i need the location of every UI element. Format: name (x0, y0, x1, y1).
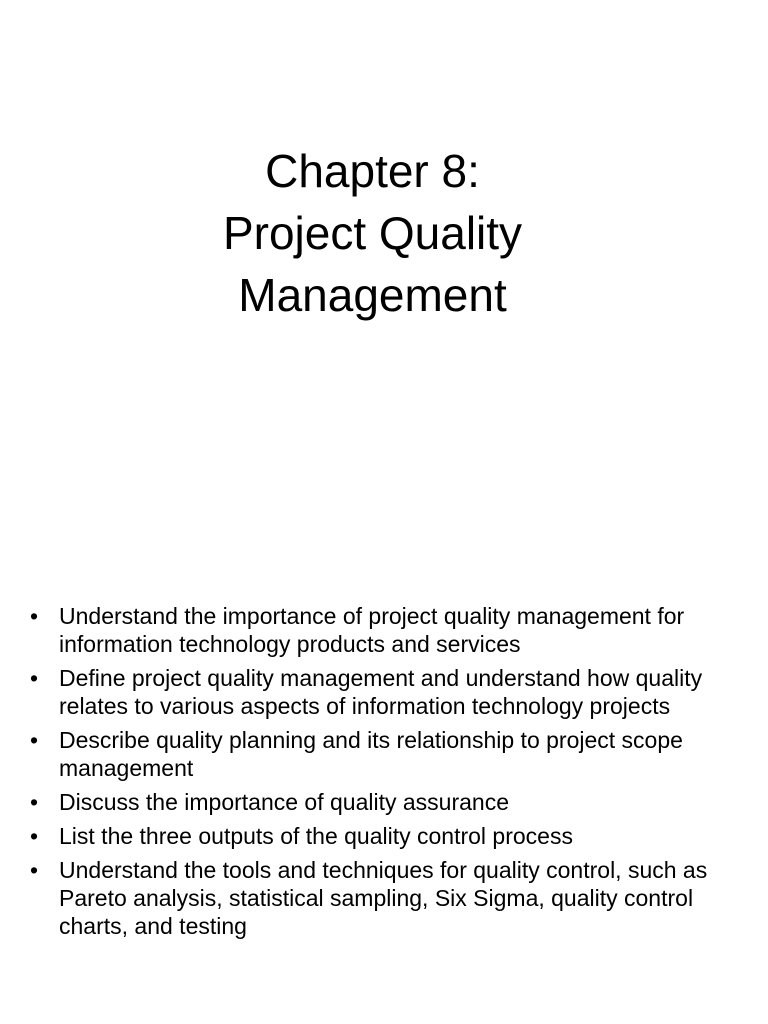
title-line-project-quality: Project Quality (222, 207, 523, 259)
list-item (28, 726, 748, 782)
objective-text: Define project quality management and understand how quality relates to various aspects of information technology projects (59, 665, 703, 719)
objectives-list (28, 602, 748, 946)
objective-text: Describe quality planning and its relationship to project scope management (59, 727, 683, 781)
slide-title (0, 140, 745, 326)
objective-text: List the three outputs of the quality control process (59, 823, 573, 849)
title-line-management: Management (238, 269, 507, 321)
list-item (28, 788, 748, 816)
bullet-icon: • (30, 665, 39, 691)
bullet-icon: • (30, 727, 39, 753)
list-item (28, 664, 748, 720)
bullet-icon: • (30, 823, 39, 849)
title-line-chapter: Chapter 8: (265, 145, 480, 197)
objective-text: Discuss the importance of quality assurance (59, 789, 509, 815)
list-item (28, 602, 748, 658)
list-item (28, 822, 748, 850)
objective-text: Understand the importance of project quality management for information technology products and services (59, 603, 685, 657)
bullet-icon: • (30, 789, 39, 815)
list-item (28, 856, 748, 940)
objective-text: Understand the tools and techniques for quality control, such as Pareto analysis, statistical sampling, Six Sigma, quality control charts, and testing (59, 857, 708, 939)
bullet-icon: • (30, 857, 39, 883)
bullet-icon: • (30, 603, 39, 629)
